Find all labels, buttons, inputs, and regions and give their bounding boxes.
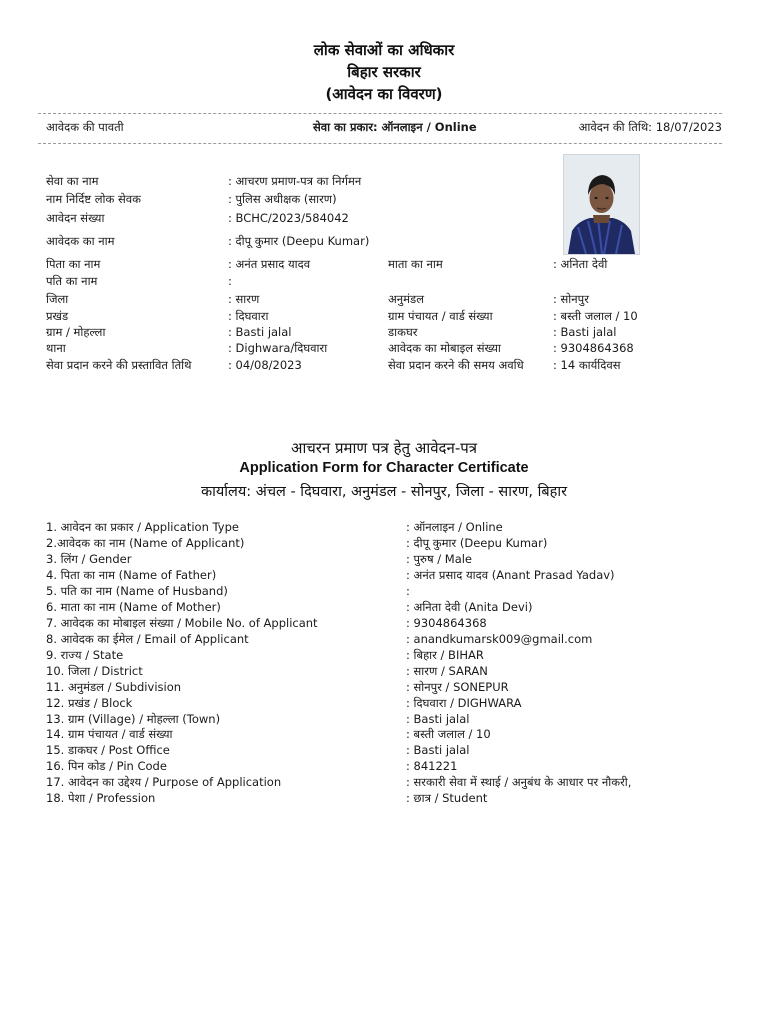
mother-name-value: : अनिता देवी xyxy=(553,257,608,271)
applicant-name-label: आवेदक का नाम xyxy=(46,234,115,248)
field-label: 10. जिला / District xyxy=(46,664,143,678)
field-value: : Basti jalal xyxy=(406,712,470,726)
service-type-value: Online xyxy=(434,120,477,134)
field-label: 8. आवेदक का ईमेल / Email of Applicant xyxy=(46,632,249,646)
receipt-divider xyxy=(38,143,722,144)
post-office-label: डाकघर xyxy=(388,325,418,339)
field-label: 7. आवेदक का मोबाइल संख्या / Mobile No. of Applicant xyxy=(46,616,318,630)
field-value: : anandkumarsk009@gmail.com xyxy=(406,632,593,646)
proposed-date-value: : 04/08/2023 xyxy=(228,358,302,372)
officer-label: नाम निर्दिष्ट लोक सेवक xyxy=(46,192,141,206)
field-label: 17. आवेदन का उद्देश्य / Purpose of Application xyxy=(46,775,282,789)
field-label: 9. राज्य / State xyxy=(46,648,124,662)
field-value: : सारण / SARAN xyxy=(406,664,488,678)
header-line-1: लोक सेवाओं का अधिकार xyxy=(313,41,455,59)
field-value: : सरकारी सेवा में स्थाई / अनुबंध के आधार पर नौकरी, xyxy=(406,775,632,789)
mother-name-label: माता का नाम xyxy=(388,257,443,271)
district-label: जिला xyxy=(46,292,69,306)
form-title-office: कार्यालय: अंचल - दिघवारा, अनुमंडल - सोनपुर, जिला - सारण, बिहार xyxy=(200,484,568,500)
block-value: : दिघवारा xyxy=(228,309,269,323)
applicant-photo xyxy=(563,154,640,255)
father-name-label: पिता का नाम xyxy=(46,257,101,271)
post-office-value: : Basti jalal xyxy=(553,325,617,339)
husband-name-value: : xyxy=(228,274,232,288)
time-limit-label: सेवा प्रदान करने की समय अवधि xyxy=(388,358,524,372)
field-value: : 841221 xyxy=(406,759,458,773)
police-station-label: थाना xyxy=(46,341,66,355)
header-line-3: (आवेदन का विवरण) xyxy=(325,85,443,103)
subdivision-label: अनुमंडल xyxy=(388,292,424,306)
district-value: : सारण xyxy=(228,292,260,306)
field-label: 4. पिता का नाम (Name of Father) xyxy=(46,568,217,582)
panchayat-value: : बस्ती जलाल / 10 xyxy=(553,309,638,323)
service-type xyxy=(313,120,477,135)
field-value: : बस्ती जलाल / 10 xyxy=(406,727,491,741)
field-label: 16. पिन कोड / Pin Code xyxy=(46,759,167,773)
police-station-value: : Dighwara/दिघवारा xyxy=(228,341,328,355)
field-label: 18. पेशा / Profession xyxy=(46,791,156,805)
panchayat-label: ग्राम पंचायत / वार्ड संख्या xyxy=(388,309,493,323)
subdivision-value: : सोनपुर xyxy=(553,292,589,306)
service-name-value: : आचरण प्रमाण-पत्र का निर्गमन xyxy=(228,174,362,188)
application-date: आवेदन की तिथि: 18/07/2023 xyxy=(578,120,722,134)
field-value: : पुरुष / Male xyxy=(406,552,473,566)
mobile-label: आवेदक का मोबाइल संख्या xyxy=(388,341,501,355)
form-title-english: Application Form for Character Certificate xyxy=(239,460,529,476)
father-name-value: : अनंत प्रसाद यादव xyxy=(228,257,311,271)
applicant-photo-image xyxy=(564,155,639,254)
field-label: 13. ग्राम (Village) / मोहल्ला (Town) xyxy=(46,712,221,726)
service-name-label: सेवा का नाम xyxy=(46,174,99,188)
field-value: : 9304864368 xyxy=(406,616,487,630)
receipt-label: आवेदक की पावती xyxy=(46,120,124,134)
field-value: : ऑनलाइन / Online xyxy=(406,520,503,534)
field-label: 14. ग्राम पंचायत / वार्ड संख्या xyxy=(46,727,173,741)
field-value: : सोनपुर / SONEPUR xyxy=(406,680,509,694)
mobile-value: : 9304864368 xyxy=(553,341,634,355)
block-label: प्रखंड xyxy=(46,309,69,323)
header-line-2: बिहार सरकार xyxy=(347,63,421,81)
field-value: : दीपू कुमार (Deepu Kumar) xyxy=(406,536,548,550)
service-type-label: सेवा का प्रकार: ऑनलाइन / xyxy=(313,120,435,134)
applicant-name-value: : दीपू कुमार (Deepu Kumar) xyxy=(228,234,370,248)
field-value: : बिहार / BIHAR xyxy=(406,648,484,662)
village-label: ग्राम / मोहल्ला xyxy=(46,325,106,339)
time-limit-value: : 14 कार्यदिवस xyxy=(553,358,621,372)
field-value: : छात्र / Student xyxy=(406,791,488,805)
field-label: 1. आवेदन का प्रकार / Application Type xyxy=(46,520,239,534)
field-label: 5. पति का नाम (Name of Husband) xyxy=(46,584,228,598)
field-label: 12. प्रखंड / Block xyxy=(46,696,133,710)
husband-name-label: पति का नाम xyxy=(46,274,98,288)
field-value: : दिघवारा / DIGHWARA xyxy=(406,696,522,710)
field-label: 11. अनुमंडल / Subdivision xyxy=(46,680,182,694)
top-divider xyxy=(38,113,722,114)
application-number-label: आवेदन संख्या xyxy=(46,211,105,225)
field-label: 3. लिंग / Gender xyxy=(46,552,132,566)
proposed-date-label: सेवा प्रदान करने की प्रस्तावित तिथि xyxy=(46,358,192,372)
field-value: : अनंत प्रसाद यादव (Anant Prasad Yadav) xyxy=(406,568,615,582)
application-number-value: : BCHC/2023/584042 xyxy=(228,211,349,225)
village-value: : Basti jalal xyxy=(228,325,292,339)
form-title-hindi: आचरन प्रमाण पत्र हेतु आवेदन-पत्र xyxy=(290,439,478,457)
officer-value: : पुलिस अधीक्षक (सारण) xyxy=(228,192,337,206)
field-label: 15. डाकघर / Post Office xyxy=(46,743,170,757)
field-value: : xyxy=(406,584,410,598)
field-label: 2.आवेदक का नाम (Name of Applicant) xyxy=(46,536,245,550)
field-value: : Basti jalal xyxy=(406,743,470,757)
field-label: 6. माता का नाम (Name of Mother) xyxy=(46,600,221,614)
field-value: : अनिता देवी (Anita Devi) xyxy=(406,600,533,614)
